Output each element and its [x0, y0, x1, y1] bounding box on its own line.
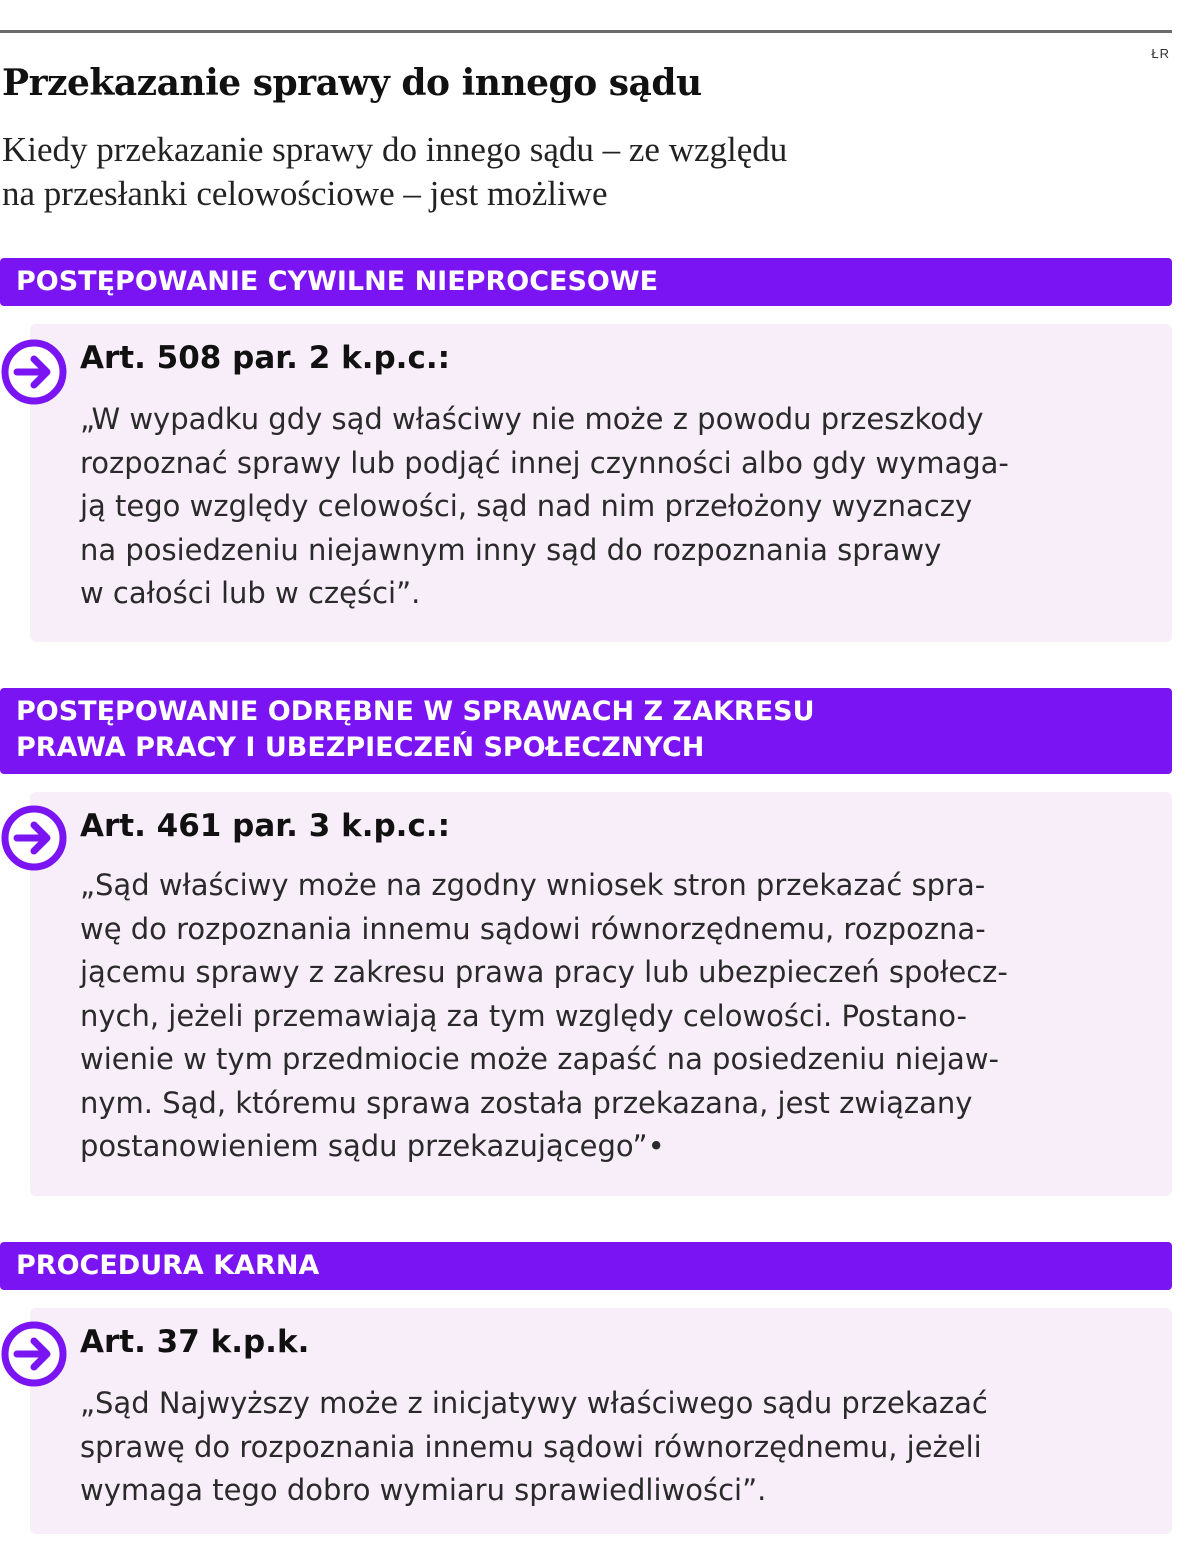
- section-heading-line: POSTĘPOWANIE CYWILNE NIEPROCESOWE: [16, 266, 659, 297]
- quote-line: jącemu sprawy z zakresu prawa pracy lub ubezpieczeń społecz-: [80, 955, 1008, 989]
- article-title: Art. 508 par. 2 k.p.c.:: [80, 340, 450, 376]
- article-title: Art. 37 k.p.k.: [80, 1324, 310, 1360]
- article-quote: [80, 864, 1008, 1169]
- subtitle-line: na przesłanki celowościowe – jest możliwe: [2, 174, 608, 213]
- quote-line: ją tego względy celowości, sąd nad nim przełożony wyznaczy: [80, 489, 973, 523]
- arrow-right-circle-icon: [0, 1320, 68, 1388]
- quote-line: „Sąd Najwyższy może z inicjatywy właściwego sądu przekazać: [80, 1386, 988, 1420]
- quote-line: nym. Sąd, któremu sprawa została przekazana, jest związany: [80, 1085, 973, 1120]
- quote-line: w całości lub w części”.: [80, 576, 421, 610]
- section-heading-line: POSTĘPOWANIE ODRĘBNE W SPRAWACH Z ZAKRESU: [16, 696, 815, 727]
- quote-line: wymaga tego dobro wymiaru sprawiedliwości”.: [80, 1473, 767, 1507]
- section-heading-line: PROCEDURA KARNA: [16, 1250, 320, 1281]
- section-heading-labour-social-insurance: [0, 688, 1172, 774]
- quote-line: postanowieniem sądu przekazującego”•: [80, 1129, 665, 1163]
- quote-line: nych, jeżeli przemawiają za tym względy celowości. Postano-: [80, 998, 968, 1033]
- quote-line: wienie w tym przedmiocie może zapaść na posiedzeniu niejaw-: [80, 1042, 1000, 1076]
- subtitle: [2, 128, 1102, 216]
- quote-line: „Sąd właściwy może na zgodny wniosek stron przekazać spra-: [80, 868, 986, 902]
- arrow-right-circle-icon: [0, 338, 68, 406]
- quote-line: „W wypadku gdy sąd właściwy nie może z powodu przeszkody: [80, 402, 984, 436]
- section-heading-line: PRAWA PRACY I UBEZPIECZEŃ SPOŁECZNYCH: [16, 732, 705, 763]
- page-title: Przekazanie sprawy do innego sądu: [2, 62, 702, 104]
- subtitle-line: Kiedy przekazanie sprawy do innego sądu – ze względu: [2, 130, 788, 169]
- article-title: Art. 461 par. 3 k.p.c.:: [80, 808, 450, 844]
- quote-line: wę do rozpoznania innemu sądowi równorzędnemu, rozpozna-: [80, 911, 986, 946]
- arrow-right-circle-icon: [0, 804, 68, 872]
- top-rule: [0, 30, 1172, 33]
- quote-line: rozpoznać sprawy lub podjąć innej czynności albo gdy wymaga-: [80, 445, 1009, 480]
- article-quote: [80, 1382, 988, 1513]
- section-heading-civil-nonlitigious: [0, 258, 1172, 306]
- author-credit: ŁR: [1151, 46, 1170, 61]
- quote-line: sprawę do rozpoznania innemu sądowi równorzędnemu, jeżeli: [80, 1429, 982, 1464]
- quote-line: na posiedzeniu niejawnym inny sąd do rozpoznania sprawy: [80, 532, 942, 567]
- section-heading-criminal-procedure: [0, 1242, 1172, 1290]
- article-quote: [80, 398, 1009, 616]
